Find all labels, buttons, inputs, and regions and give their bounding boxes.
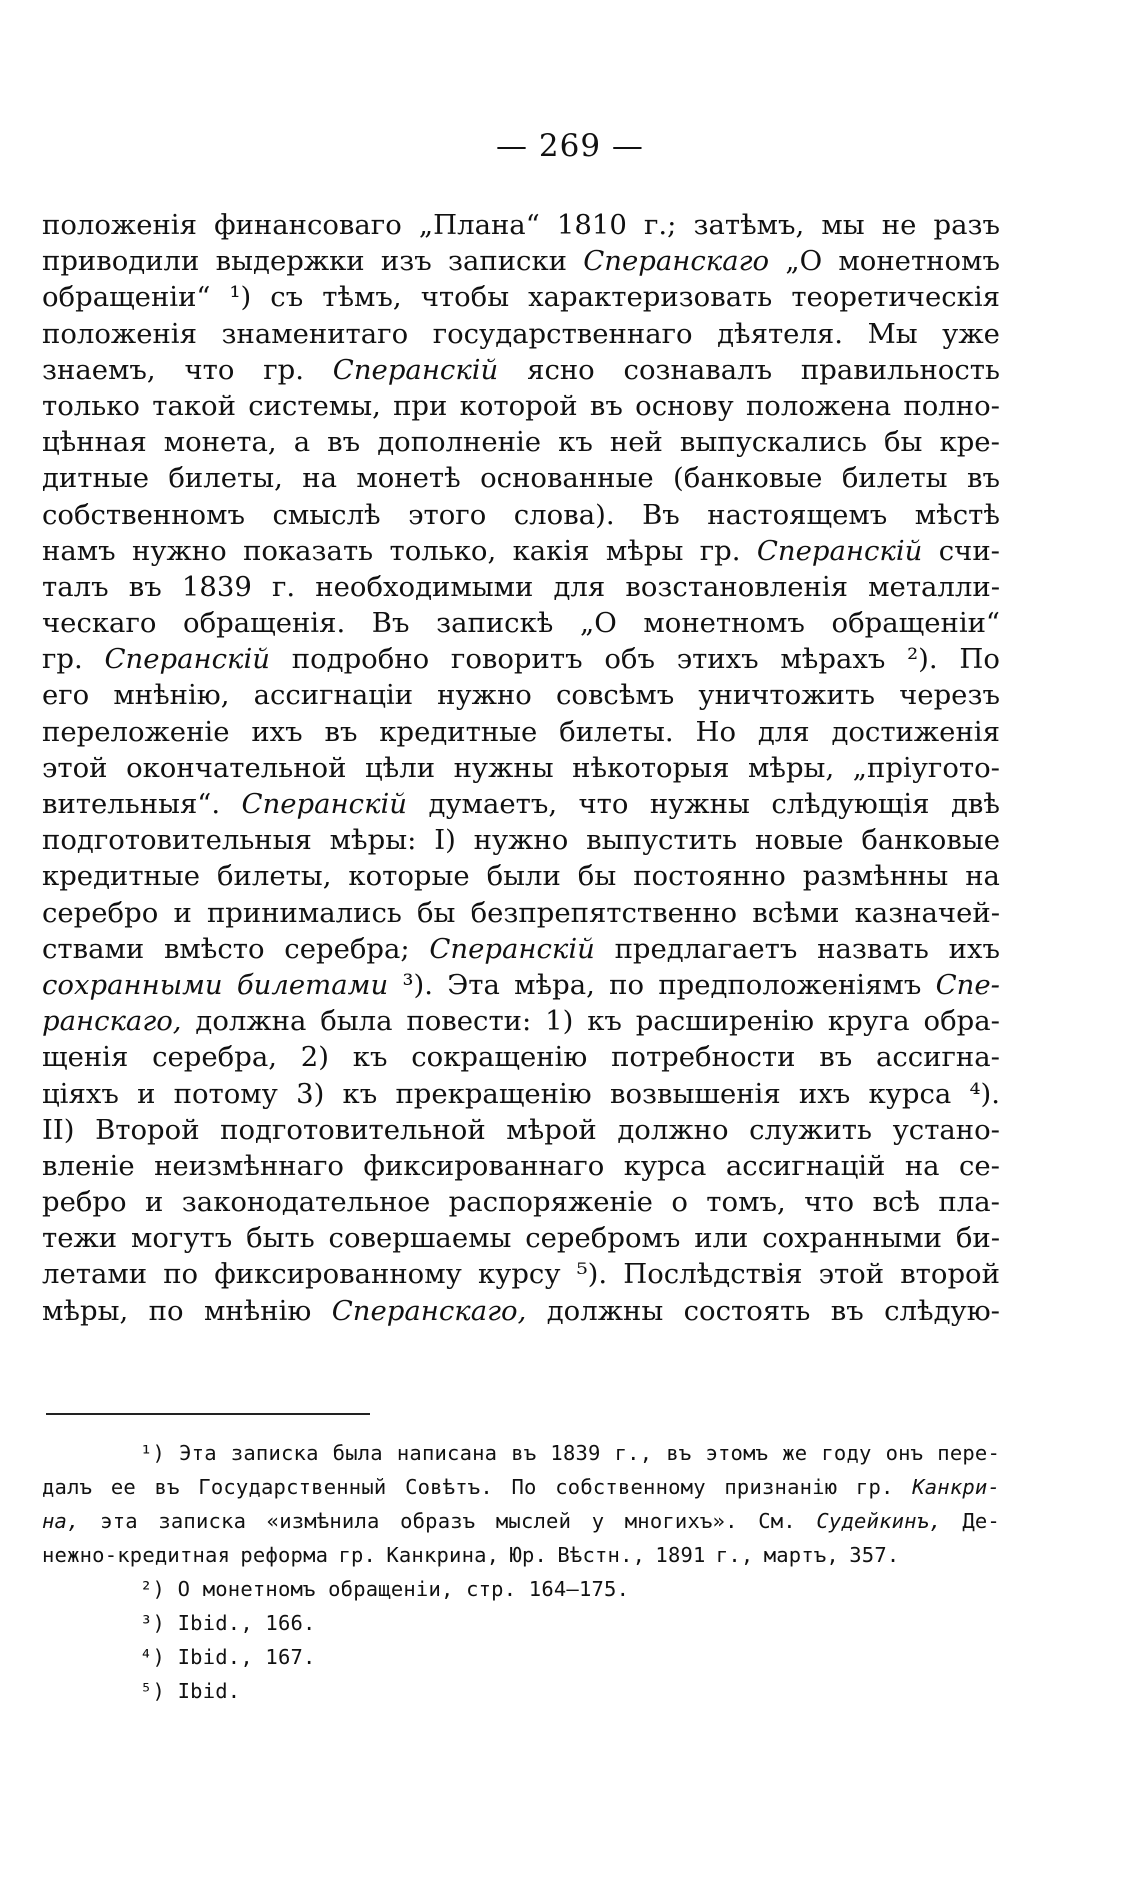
- text-line: сохранными билетами ³). Эта мѣра, по предположеніямъ Спе-: [42, 968, 1000, 1001]
- text-line: вительныя“. Сперанскій думаетъ, что нужны слѣдующія двѣ: [42, 788, 1000, 820]
- text-line: ческаго обращенія. Въ запискѣ „О монетномъ обращеніи“: [42, 607, 1000, 640]
- text-line: тежи могутъ быть совершаемы серебромъ или сохранными би-: [42, 1222, 1000, 1255]
- footnote-2: ²) О монетномъ обращеніи, стр. 164—175.: [140, 1577, 630, 1601]
- footnotes: [42, 1436, 1000, 1708]
- main-text: [42, 207, 1000, 1329]
- text-line: дитные билеты, на монетѣ основанные (банковые билеты въ: [42, 462, 1000, 495]
- text-line: кредитные билеты, которые были бы постоянно размѣнны на: [42, 860, 1000, 893]
- text-line: талъ въ 1839 г. необходимыми для возстановленія металли-: [42, 570, 1000, 603]
- text-line: положенія финансоваго „Плана“ 1810 г.; затѣмъ, мы не разъ: [42, 209, 1000, 241]
- text-line: гр. Сперанскій подробно говоритъ объ этихъ мѣрахъ ²). По: [42, 643, 1000, 676]
- text-line: II) Второй подготовительной мѣрой должно служить устано-: [42, 1113, 1000, 1146]
- text-line: намъ нужно показать только, какія мѣры гр. Сперанскій счи-: [42, 534, 1000, 567]
- text-line: этой окончательной цѣли нужны нѣкоторыя мѣры, „пріуготo-: [42, 751, 1000, 784]
- text-line: его мнѣнію, ассигнаціи нужно совсѣмъ уничтожить черезъ: [42, 679, 1000, 712]
- text-line: вленіе неизмѣннаго фиксированнаго курса ассигнацій на се-: [42, 1149, 1000, 1182]
- footnote-3: ³) Ibid., 166.: [140, 1611, 316, 1635]
- text-line: подготовительныя мѣры: I) нужно выпустить новые банковые: [42, 824, 1000, 857]
- footnote-line: на, эта записка «измѣнила образъ мыслей у многихъ». См. Судейкинъ, Де-: [42, 1509, 1000, 1533]
- text-line: щенія серебра, 2) къ сокращенію потребности въ ассигна-: [42, 1041, 1000, 1074]
- text-line: ціяхъ и потому 3) къ прекращенію возвышенія ихъ курса ⁴).: [42, 1077, 1000, 1110]
- footnote-line: далъ ее въ Государственный Совѣтъ. По собственному признанію гр. Канкри-: [42, 1475, 1000, 1499]
- footnote-1: [42, 1436, 1000, 1572]
- footnote-5: ⁵) Ibid.: [140, 1679, 241, 1703]
- text-line: ствами вмѣсто серебра; Сперанскій предлагаетъ назвать ихъ: [42, 932, 1000, 965]
- page-number: — 269 —: [496, 128, 644, 164]
- footnote-line: ¹) Эта записка была написана въ 1839 г., въ этомъ же году онъ пере-: [140, 1441, 1000, 1465]
- footnote-4: ⁴) Ibid., 167.: [140, 1645, 316, 1669]
- text-line: собственномъ смыслѣ этого слова). Въ настоящемъ мѣстѣ: [42, 498, 1000, 531]
- text-line: ребро и законодательное распоряженіе о томъ, что всѣ пла-: [42, 1186, 1000, 1219]
- text-line: знаемъ, что гр. Сперанскій ясно сознавалъ правильность: [42, 353, 1000, 386]
- footnote-line: нежно-кредитная реформа гр. Канкрина, Юр. Вѣстн., 1891 г., мартъ, 357.: [42, 1543, 900, 1567]
- text-line: приводили выдержки изъ записки Сперанскаго „О монетномъ: [42, 245, 1000, 278]
- text-line: положенія знаменитаго государственнаго дѣятеля. Мы уже: [42, 317, 1000, 350]
- text-line: только такой системы, при которой въ основу положена полно-: [42, 389, 1000, 422]
- text-line: мѣры, по мнѣнію Сперанскаго, должны состоять въ слѣдую-: [42, 1294, 1000, 1327]
- footnote-divider: [46, 1413, 370, 1415]
- text-line: обращеніи“ ¹) съ тѣмъ, чтобы характеризовать теоретическія: [42, 281, 1000, 314]
- text-line: цѣнная монета, а въ дополненіе къ ней выпускались бы кре-: [42, 426, 1000, 459]
- text-line: ранскаго, должна была повести: 1) къ расширенію круга обра-: [42, 1005, 1000, 1038]
- text-line: серебро и принимались бы безпрепятственно всѣми казначей-: [42, 896, 1000, 929]
- text-line: переложеніе ихъ въ кредитные билеты. Но для достиженія: [42, 715, 1000, 748]
- text-line: летами по фиксированному курсу ⁵). Послѣдствія этой второй: [42, 1258, 1000, 1291]
